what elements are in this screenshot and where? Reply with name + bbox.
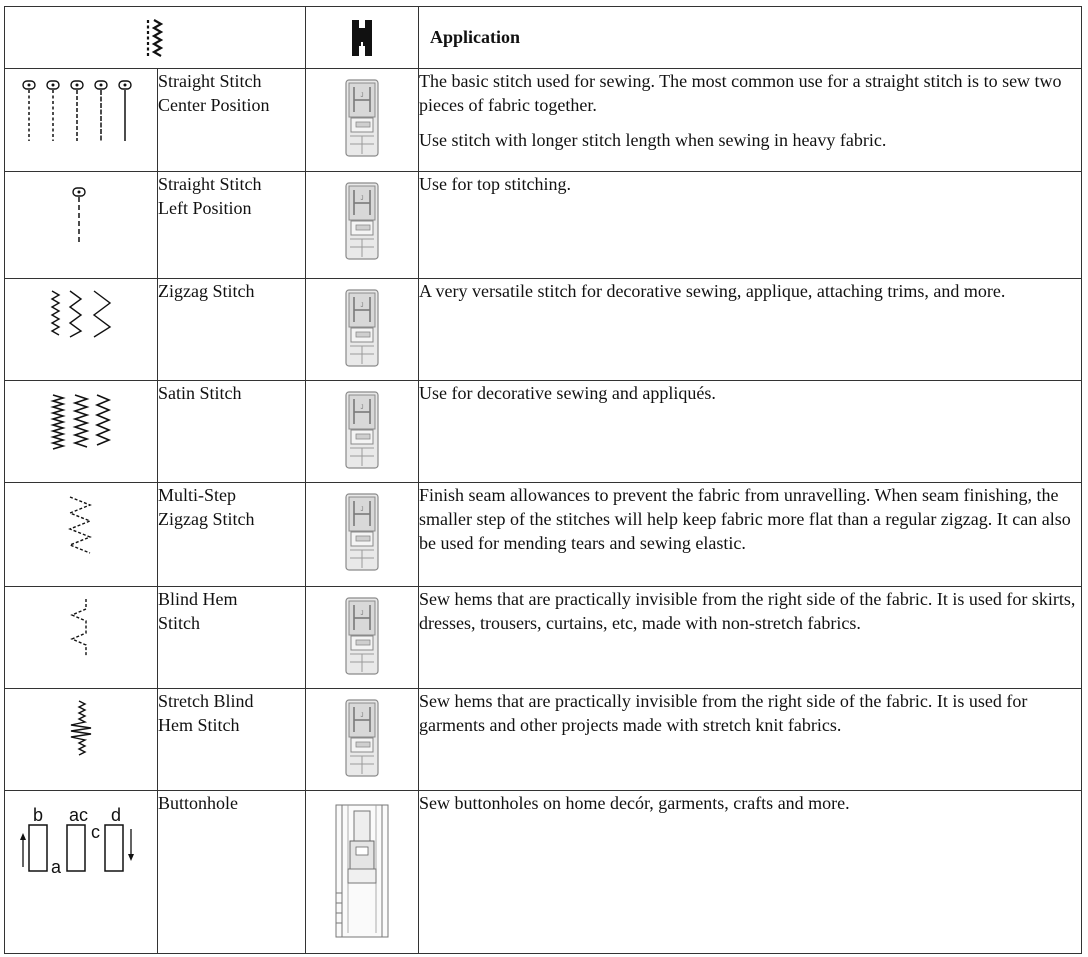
presser-foot-j-icon (306, 596, 418, 676)
svg-text:J: J (360, 196, 364, 202)
svg-text:ac: ac (69, 805, 89, 825)
foot-header-cell (306, 7, 419, 69)
application-cell (419, 279, 1082, 381)
table-header-row (5, 7, 1082, 69)
application-text: Sew hems that are practically invisible from the right side of the fabric. It is used for skirts, dresses, trousers, curtains, etc, made with non-stretch fabrics. (419, 589, 1076, 633)
stitch-icon-cell (5, 791, 158, 954)
presser-foot-cell (306, 172, 419, 279)
application-cell (419, 689, 1082, 791)
stitch-type-icon (143, 18, 167, 58)
application-text: Sew hems that are practically invisible from the right side of the fabric. It is used for garments and other projects made with stretch knit fabrics. (419, 691, 1028, 735)
stitch-name: Zigzag Stitch (158, 281, 255, 301)
presser-foot-j-icon (306, 288, 418, 368)
table-row (5, 791, 1082, 954)
stitch-name-cell (158, 279, 306, 381)
application-text: Sew buttonholes on home decór, garments, crafts and more. (419, 793, 850, 813)
stitch-icon-cell (5, 689, 158, 791)
application-text: The basic stitch used for sewing. The most common use for a straight stitch is to sew two pieces of fabric together. (419, 71, 1062, 115)
application-cell (419, 483, 1082, 587)
presser-foot-cell (306, 483, 419, 587)
svg-text:J: J (360, 507, 364, 513)
blind-hem-icon (5, 597, 157, 659)
stitch-name: Straight Stitch Left Position (158, 174, 262, 218)
satin-stitch-icon (5, 393, 157, 451)
presser-foot-header-icon (349, 18, 375, 58)
stitch-icon-cell (5, 381, 158, 483)
table-row (5, 172, 1082, 279)
application-text: Use stitch with longer stitch length when sewing in heavy fabric. (419, 130, 887, 150)
application-cell (419, 69, 1082, 172)
buttonhole-icon (5, 805, 157, 875)
presser-foot-cell (306, 587, 419, 689)
application-text: Use for top stitching. (419, 174, 571, 194)
table-row (5, 279, 1082, 381)
stitch-icon-cell (5, 69, 158, 172)
stitch-name-cell (158, 689, 306, 791)
table-row (5, 689, 1082, 791)
svg-text:d: d (111, 805, 122, 825)
stretch-blind-hem-icon (5, 699, 157, 761)
presser-foot-j-icon (306, 492, 418, 572)
stitch-name: Stretch Blind Hem Stitch (158, 691, 254, 735)
application-text: A very versatile stitch for decorative sewing, applique, attaching trims, and more. (419, 281, 1006, 301)
svg-text:b: b (33, 805, 44, 825)
presser-foot-cell (306, 279, 419, 381)
presser-foot-cell (306, 69, 419, 172)
presser-foot-j-icon (306, 390, 418, 470)
application-cell (419, 381, 1082, 483)
stitch-icon-cell (5, 172, 158, 279)
svg-text:J: J (360, 405, 364, 411)
svg-text:a: a (51, 857, 62, 875)
stitch-icon-cell (5, 483, 158, 587)
table-row (5, 69, 1082, 172)
presser-foot-cell (306, 381, 419, 483)
stitch-name: Buttonhole (158, 793, 238, 813)
svg-text:J: J (360, 93, 364, 99)
stitch-name: Blind Hem Stitch (158, 589, 238, 633)
application-text: Finish seam allowances to prevent the fabric from unravelling. When seam finishing, the smaller step of the stitches will help keep fabric more flat than a regular zigzag. It can also be used for mending tears and sewing elastic. (419, 485, 1071, 553)
presser-foot-cell (306, 689, 419, 791)
stitch-name: Straight Stitch Center Position (158, 71, 270, 115)
svg-text:J: J (360, 303, 364, 309)
presser-foot-j-icon (306, 698, 418, 778)
stitch-name-cell (158, 69, 306, 172)
stitch-name-cell (158, 791, 306, 954)
application-cell (419, 791, 1082, 954)
stitch-name-cell (158, 587, 306, 689)
application-cell (419, 587, 1082, 689)
presser-foot-cell (306, 791, 419, 954)
straight-stitch-center-icon (5, 79, 157, 143)
presser-foot-j-icon (306, 78, 418, 158)
svg-text:J: J (360, 713, 364, 719)
application-cell (419, 172, 1082, 279)
application-header: Application (419, 7, 1082, 69)
table-row (5, 381, 1082, 483)
svg-text:c: c (91, 822, 100, 842)
multi-step-zigzag-icon (5, 495, 157, 555)
stitch-icon-cell (5, 279, 158, 381)
stitch-icon-cell (5, 587, 158, 689)
application-text: Use for decorative sewing and appliqués. (419, 383, 716, 403)
buttonhole-foot-icon (306, 803, 418, 939)
table-row (5, 587, 1082, 689)
stitch-name: Satin Stitch (158, 383, 242, 403)
presser-foot-j-icon (306, 181, 418, 261)
stitch-name-cell (158, 172, 306, 279)
stitch-name-cell (158, 483, 306, 587)
straight-stitch-left-icon (5, 186, 157, 246)
table-row (5, 483, 1082, 587)
stitch-table (4, 6, 1082, 954)
zigzag-stitch-icon (5, 289, 157, 339)
stitch-name: Multi-Step Zigzag Stitch (158, 485, 255, 529)
stitch-name-cell (158, 381, 306, 483)
svg-text:J: J (360, 611, 364, 617)
stitch-header-cell (5, 7, 306, 69)
